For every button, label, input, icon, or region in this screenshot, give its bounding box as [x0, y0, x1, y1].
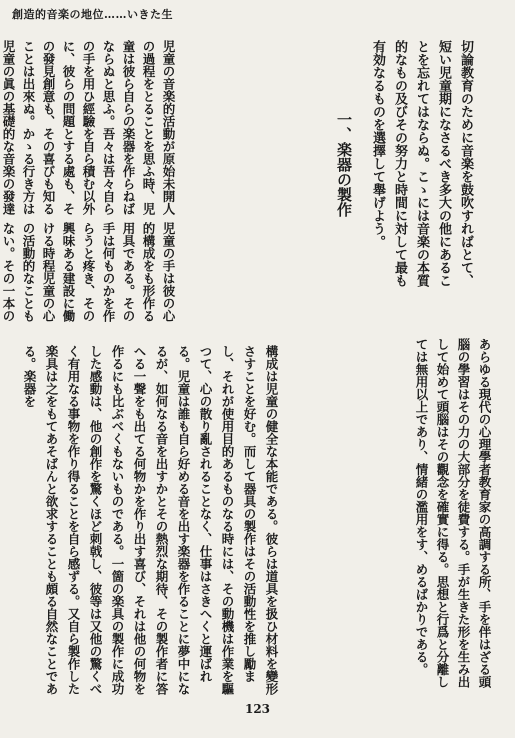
running-header: 創造的音楽の地位……いきた生 [12, 8, 173, 21]
page-number: 123 [244, 702, 271, 716]
section-heading: 一、楽器の製作 [335, 112, 353, 217]
paragraph-upper-left-b: 児童の手は彼の心的構成をも形作る用具である。その手は何ものかを作らうと疼き、その興味ある建設に働ける時程児童の心の活動的なこともない。その一本の [1, 222, 176, 322]
paragraph-upper-left-a: 児童の音楽的活動が原始未開人の過程をとることを思ふ時、児童は彼ら自らの楽器を作らねばならぬと思ふ。吾々は吾々自らの手を用ひ經驗を自ら積む以外に、彼らの問題とする處も、その發見創意も、その喜びも知ることは出來ぬ。かゝる行き方は児童の眞の基礎的な音楽の發達 [1, 40, 176, 215]
paragraph-lower-left: 構成は児童の健全な本能である。彼らは道具を扱ひ材料を變形さすことを好む。而して器具の製作はその活動性を推し勵まし、それが使用目的あるものなる時には、その動機は作業を驅つて、心の散り亂されることなく、仕事はさきへくと運ばれる。児童は誰も自ら好める音を出す楽器を作ることに夢中になるが、如何なる音を出すかとその熱烈な期待、その製作者に答へる一聲をも出てる何物かを作り出す喜び、それは他の何物を作るにも比ぶべくもないものである。一箇の楽具の製作に成功した感動は、他の創作を驚くほど刺戟し、彼等は又他の驚くべく有用なる事物を作り得ることを自ら感ずる。又自ら製作した楽具は之をもてあそばんと欲求することも頗る自然なことである。楽器を [22, 345, 279, 695]
paragraph-upper-right: 切論教育のために音楽を鼓吹すればとて、短い児童期になさるべき多大の他にあることを忘れてはならぬ。こゝには音楽の本質的なもの及びその努力と時間に対して最も有効なるものを選擇して舉げよう。 [370, 40, 473, 287]
paragraph-lower-right: あらゆる現代の心理學者教育家の高調する所、手を伴はざる頭腦の學習はその力の大部分を徒費する。手が生きた形を生み出して始めて頭腦はその觀念を確實に得る。思想と行爲と分離しては無用以上であり、情緒の濫用をす、めるばかりである。 [414, 338, 492, 688]
